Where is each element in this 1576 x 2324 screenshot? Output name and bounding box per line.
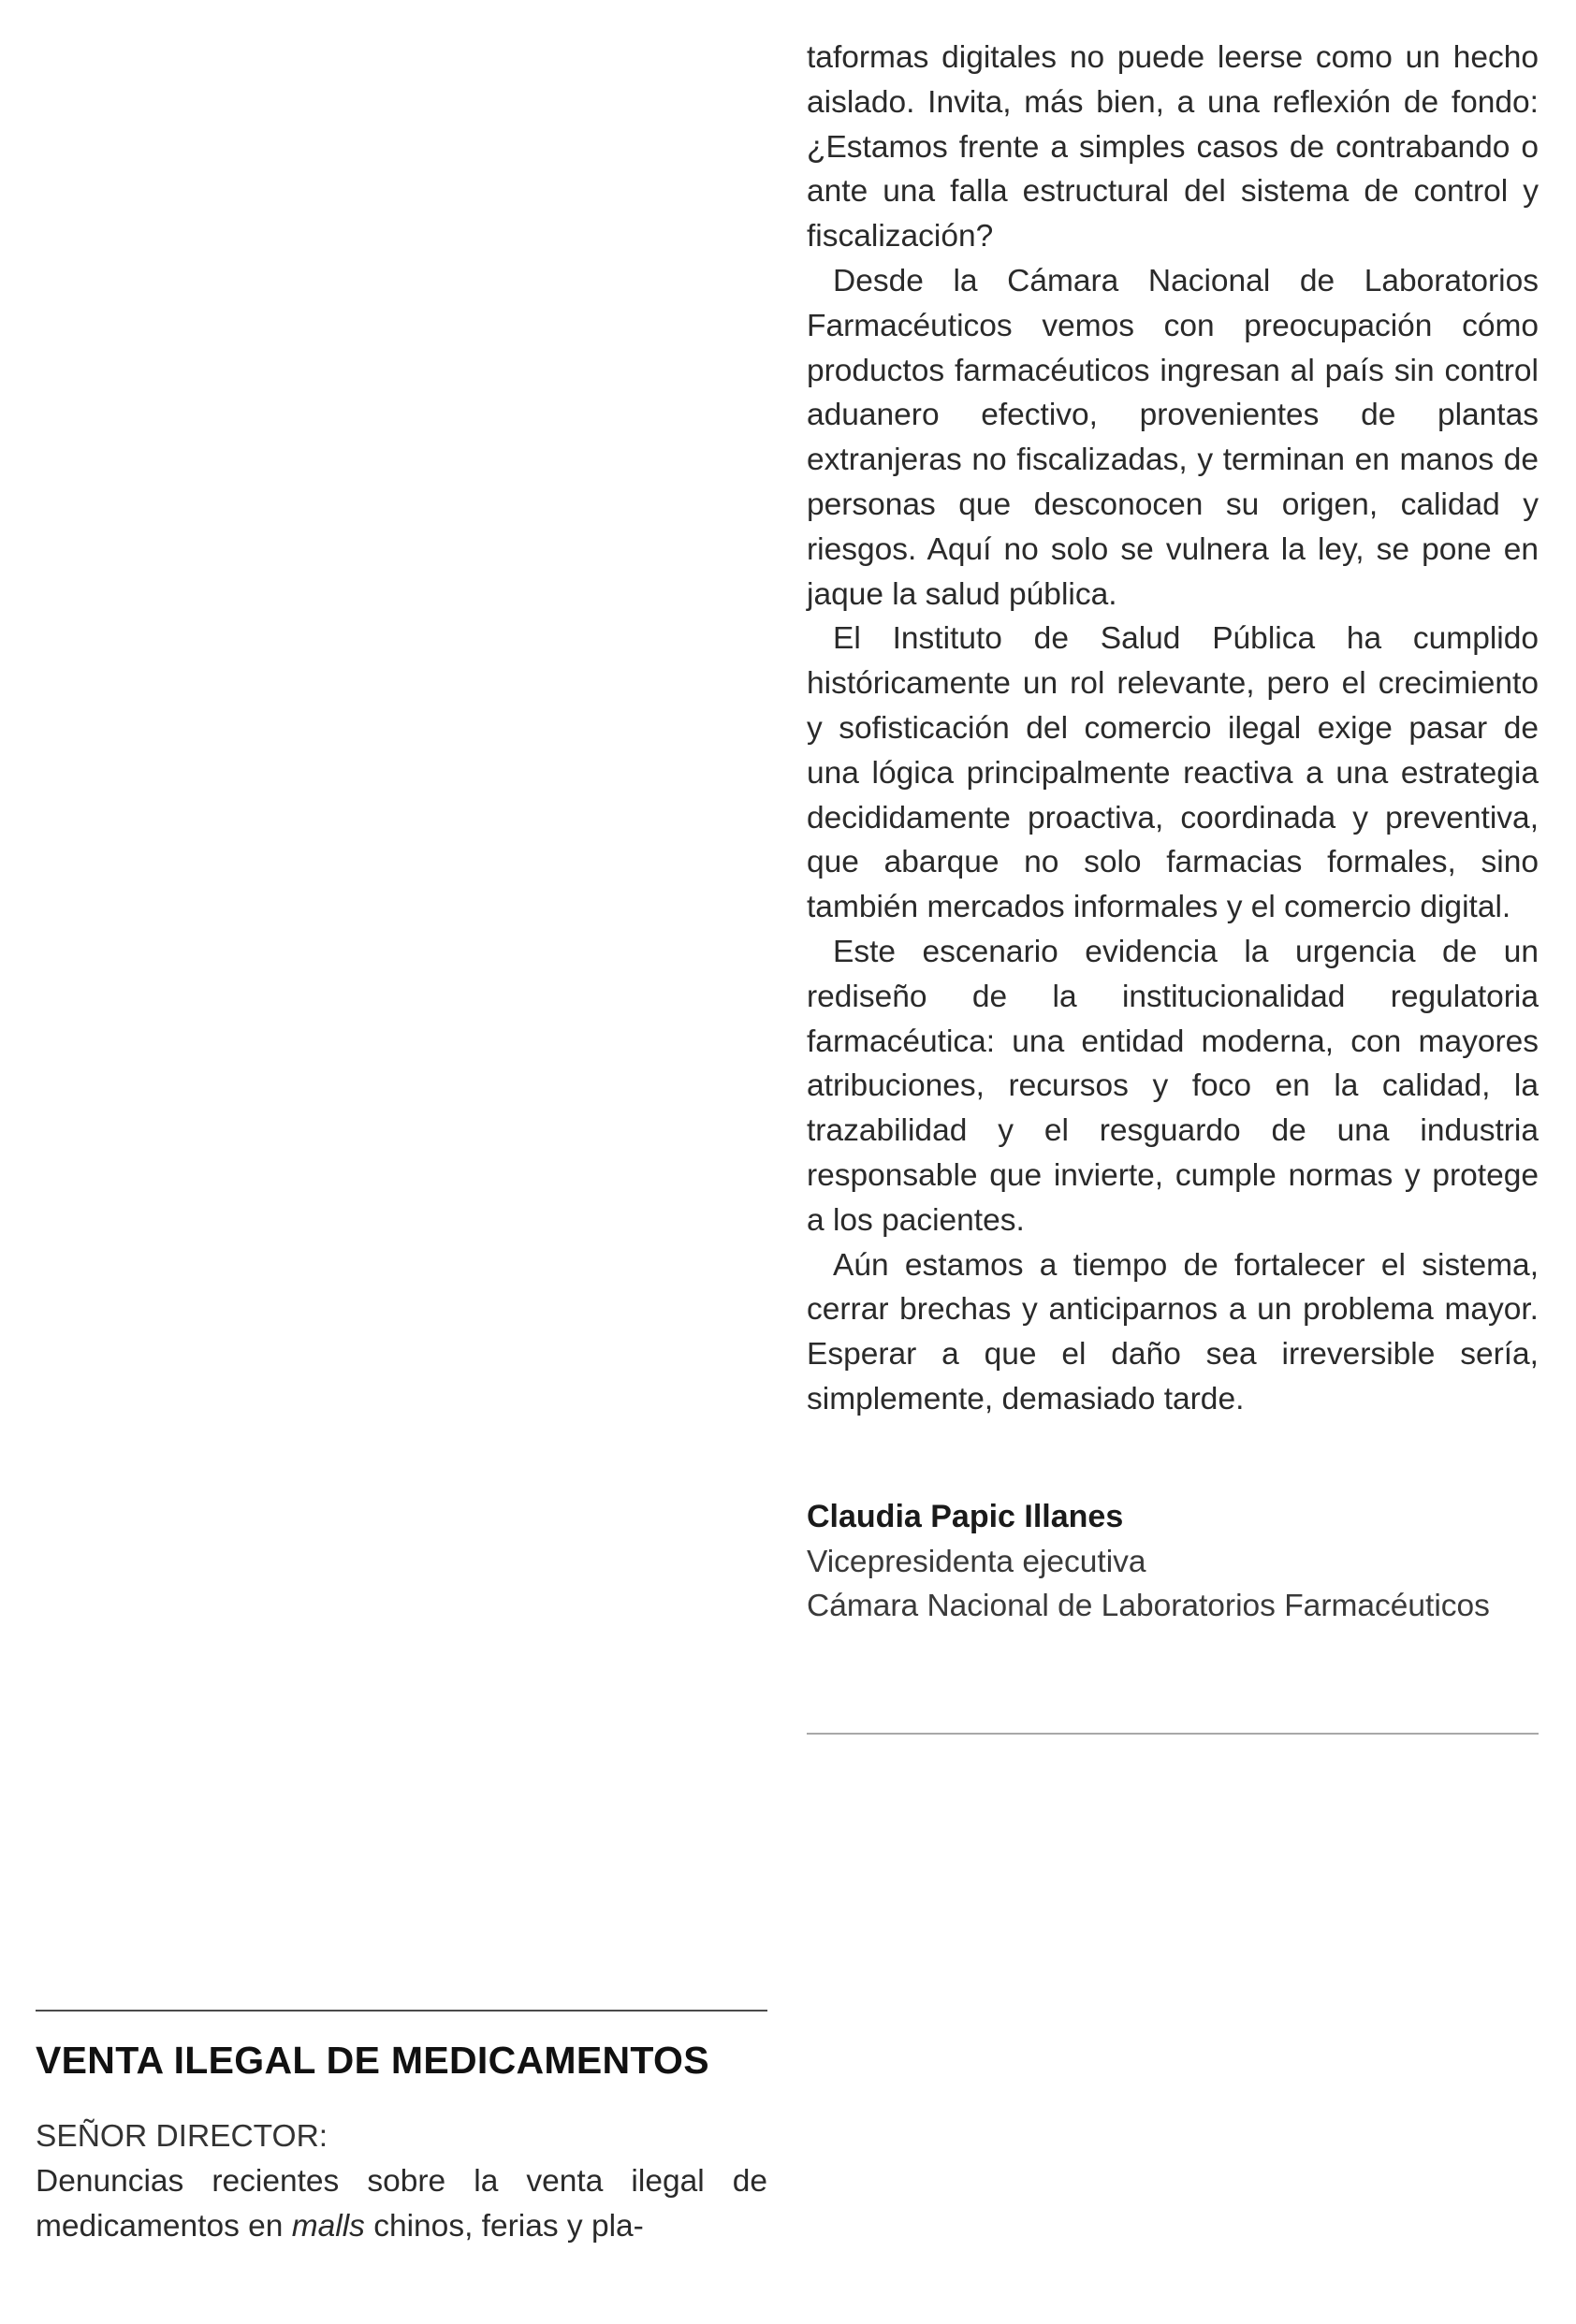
column-divider — [807, 1733, 1539, 1735]
author-role: Vicepresidenta ejecutiva — [807, 1544, 1146, 1579]
author-name: Claudia Papic Illanes — [807, 1498, 1124, 1534]
opening-text: Denuncias recientes sobre la venta ilegal de medicamentos en — [36, 2163, 767, 2244]
emphasized-word: malls — [291, 2208, 365, 2244]
paragraph: Desde la Cámara Nacional de Laboratorios Farmacéuticos vemos con preocupación cómo productos farmacéuticos ingresan al país sin control aduanero efectivo, provenientes de plantas extranjeras no fiscalizadas, y terminan en manos de personas que desconocen su origen, calidad y riesgos. Aquí no solo se vulnera la ley, se pone en jaque la salud pública. — [807, 263, 1539, 612]
opening-paragraph — [36, 2159, 767, 2249]
letter-continuation-column — [807, 36, 1539, 1629]
section-title: VENTA ILEGAL DE MEDICAMENTOS — [36, 2039, 709, 2082]
section-divider — [36, 2010, 767, 2012]
author-signature — [807, 1495, 1539, 1629]
salutation: SEÑOR DIRECTOR: — [36, 2119, 328, 2154]
author-organization: Cámara Nacional de Laboratorios Farmacéuticos — [807, 1589, 1490, 1624]
new-letter-column — [36, 2010, 767, 2248]
paragraph: taformas digitales no puede leerse como un hecho aislado. Invita, más bien, a una reflexión de fondo: ¿Estamos frente a simples casos de contrabando o ante una falla estructural del sistema de control y fiscalización? — [807, 40, 1539, 254]
paragraph: Este escenario evidencia la urgencia de un rediseño de la institucionalidad regulatoria farmacéutica: una entidad moderna, con mayores atribuciones, recursos y foco en la calidad, la trazabilidad y el resguardo de una industria responsable que invierte, cumple normas y protege a los pacientes. — [807, 934, 1539, 1238]
paragraph: Aún estamos a tiempo de fortalecer el sistema, cerrar brechas y anticiparnos a un problema mayor. Esperar a que el daño sea irreversible sería, simplemente, demasiado tarde. — [807, 1247, 1539, 1416]
opening-text-end: chinos, ferias y pla- — [364, 2208, 644, 2244]
paragraph: El Instituto de Salud Pública ha cumplido históricamente un rol relevante, pero el crecimiento y sofisticación del comercio ilegal exige pasar de una lógica principalmente reactiva a una estrategia decididamente proactiva, coordinada y preventiva, que abarque no solo farmacias formales, sino también mercados informales y el comercio digital. — [807, 621, 1539, 925]
